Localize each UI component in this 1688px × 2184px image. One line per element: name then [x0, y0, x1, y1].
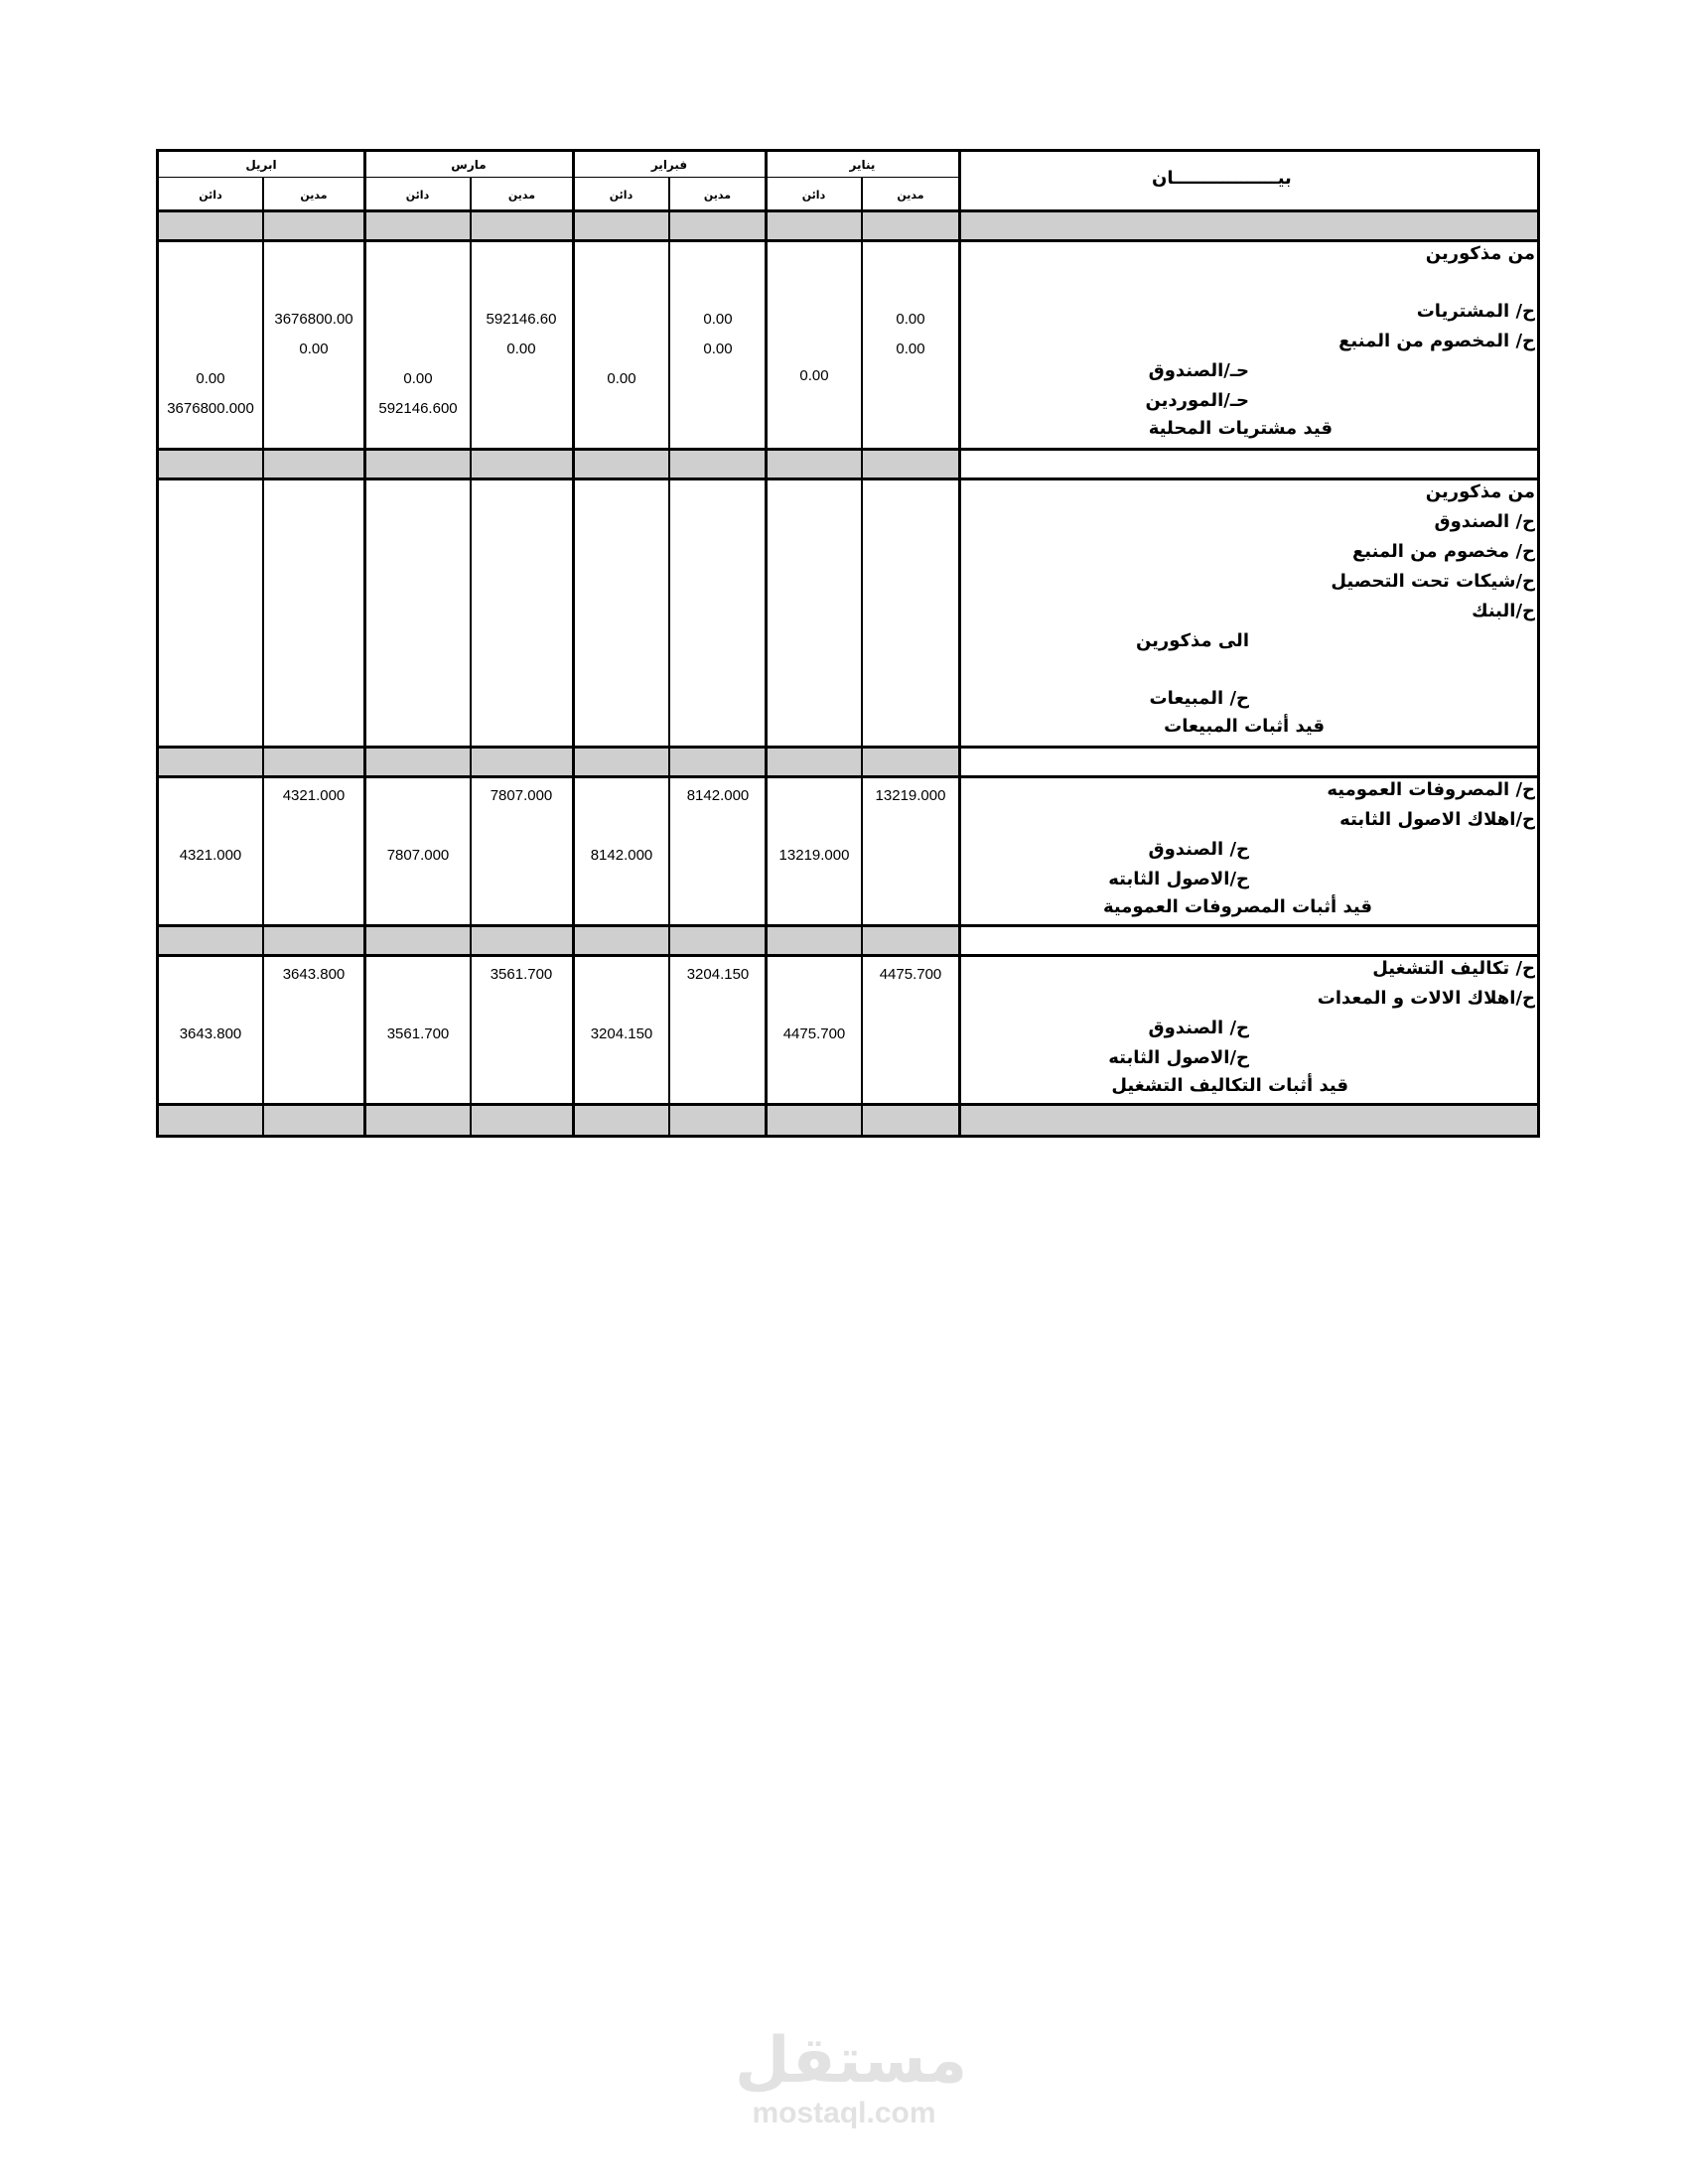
- amount-cell: 13219.000: [875, 787, 946, 804]
- entry-line: ح/الاصول الثابته: [1108, 1047, 1249, 1068]
- entry-line: ح/ المصروفات العموميه: [1327, 779, 1535, 800]
- amount-cell: 4321.000: [282, 787, 346, 804]
- amount-cell: 592146.60: [486, 311, 557, 328]
- entry-line: ح/اهلاك الالات و المعدات: [1317, 988, 1535, 1009]
- amount-cell: 0.00: [703, 341, 733, 357]
- debit-label-mar: مدين: [507, 189, 536, 202]
- entry-line: ح/ مخصوم من المنبع: [1351, 541, 1535, 562]
- amount-cell: 7807.000: [490, 787, 553, 804]
- entry-line: ح/الاصول الثابته: [1108, 869, 1249, 889]
- credit-label-apr: دائن: [199, 189, 222, 202]
- amount-cell: 3204.150: [590, 1025, 653, 1042]
- amount-cell: 0.00: [896, 311, 925, 328]
- amount-cell: 3561.700: [490, 966, 553, 983]
- amount-cell: 0.00: [896, 341, 925, 357]
- debit-label-jan: مدين: [897, 189, 924, 202]
- amount-cell: 0.00: [607, 370, 636, 387]
- separator-row: [159, 748, 961, 776]
- amount-cell: 4475.700: [879, 966, 942, 983]
- amount-cell: 3676800.000: [167, 400, 254, 417]
- amount-cell: 7807.000: [386, 847, 450, 864]
- amount-cell: 0.00: [506, 341, 536, 357]
- amount-cell: 8142.000: [686, 787, 750, 804]
- amount-cell: 3676800.00: [274, 311, 353, 328]
- entry-line: حـ/الموردين: [1145, 390, 1249, 411]
- amount-cell: 3204.150: [686, 966, 750, 983]
- debit-label-apr: مدين: [300, 189, 328, 202]
- entry-line: ح/البنك: [1472, 601, 1535, 621]
- amount-cell: 4475.700: [782, 1025, 846, 1042]
- month-header-apr: ابريل: [245, 158, 277, 172]
- entry-line: ح/اهلاك الاصول الثابته: [1339, 809, 1535, 830]
- entry-line: ح/ المخصوم من المنبع: [1338, 331, 1535, 351]
- entry-line: حـ/الصندوق: [1148, 360, 1249, 381]
- separator-row: [159, 926, 961, 955]
- debit-label-feb: مدين: [703, 189, 732, 202]
- amount-cell: 4321.000: [179, 847, 242, 864]
- amount-cell: 0.00: [299, 341, 329, 357]
- month-header-feb: فبراير: [650, 158, 688, 172]
- entry-line: قيد أثبات المبيعات: [1164, 716, 1325, 737]
- amount-cell: 3643.800: [179, 1025, 242, 1042]
- amount-cell: 13219.000: [778, 847, 850, 864]
- entry-line: ح/ الصندوق: [1148, 839, 1249, 860]
- separator-row: [159, 450, 961, 478]
- entry-line: ح/ الصندوق: [1434, 511, 1535, 532]
- watermark-latin: mostaql.com: [752, 2097, 936, 2129]
- amount-cell: 0.00: [403, 370, 433, 387]
- statement-header: بيـــــــــــــــــان: [1152, 168, 1292, 189]
- entry-line: قيد أثبات التكاليف التشغيل: [1111, 1075, 1348, 1096]
- credit-label-feb: دائن: [609, 189, 633, 202]
- entry-line: من مذكورين: [1425, 243, 1535, 264]
- amount-cell: 592146.600: [378, 400, 458, 417]
- entry-line: قيد أثبات المصروفات العمومية: [1102, 896, 1372, 917]
- month-header-jan: يناير: [849, 158, 876, 172]
- entry-line: ح/ المشتريات: [1416, 301, 1535, 322]
- amount-cell: 0.00: [799, 367, 829, 384]
- amount-cell: 8142.000: [590, 847, 653, 864]
- amount-cell: 3643.800: [282, 966, 346, 983]
- amount-cell: 3561.700: [386, 1025, 450, 1042]
- credit-label-mar: دائن: [405, 189, 430, 202]
- amount-cell: 0.00: [196, 370, 225, 387]
- entry-line: الى مذكورين: [1135, 630, 1249, 651]
- entry-line: ح/ الصندوق: [1148, 1018, 1249, 1038]
- watermark-logo: [735, 2024, 968, 2130]
- watermark-arabic: مستقل: [735, 2024, 968, 2098]
- entry-line: من مذكورين: [1425, 481, 1535, 502]
- entry-line: ح/ المبيعات: [1149, 688, 1249, 709]
- entry-line: ح/ تكاليف التشغيل: [1372, 958, 1535, 979]
- entry-line: ح/شيكات تحت التحصيل: [1331, 571, 1535, 592]
- amount-cell: 0.00: [703, 311, 733, 328]
- month-header-mar: مارس: [451, 158, 487, 172]
- entry-line: قيد مشتريات المحلية: [1148, 418, 1333, 439]
- credit-label-jan: دائن: [801, 189, 826, 202]
- journal-table: [156, 149, 1540, 1138]
